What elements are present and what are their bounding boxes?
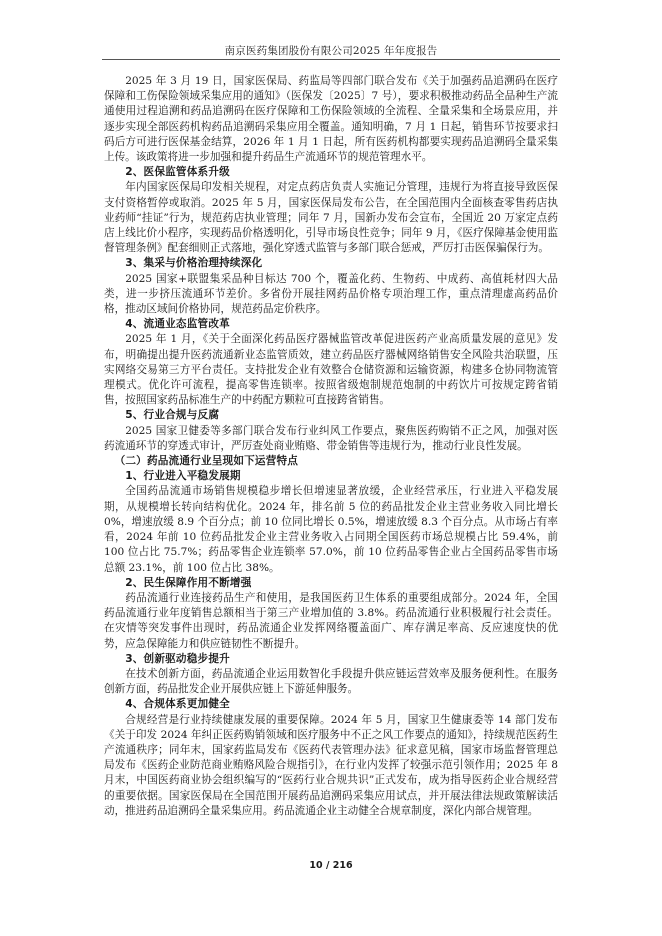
section-heading: 3、创新驱动稳步提升	[125, 652, 230, 665]
section-heading: 1、行业进入平稳发展期	[125, 470, 241, 483]
section-heading: 5、行业合规与反腐	[125, 409, 220, 422]
body-paragraph: 药品流通行业连接药品生产和使用，是我国医药卫生体系的重要组成部分。2024 年，全国药品流通行业年度销售总额相当于第三产业增加值的 3.8%。药品流通行业积极履行社会责任。在灾情等突发事件出现时，药品流通企业发挥网络覆盖面广、库存满足率高、反应速度快的优势，应急保障能力和供应链韧性不断提升。	[104, 591, 558, 650]
section-heading: 4、合规体系更加健全	[125, 698, 230, 711]
body-paragraph: 2025 年 3 月 19 日，国家医保局、药监局等四部门联合发布《关于加强药品追溯码在医疗保障和工伤保险领域采集应用的通知》（医保发〔2025〕7 号），要求积极推动药品全品种生产流通使用过程追溯和药品追溯码在医疗保障和工伤保险领域的全流程、全量采集和全场景应用，并逐步实现全部医药机构药品追溯码采集应用全覆盖。通知明确，7 月 1 日起，销售环节按要求扫码后方可进行医保基金结算，2026 年 1 月 1 日起，所有医药机构都要实现药品追溯码全量采集上传。该政策将进一步加强和提升药品生产流通环节的规范管理水平。	[104, 75, 558, 164]
body-paragraph: 年内国家医保局印发相关规程，对定点药店负责人实施记分管理，违规行为将直接导致医保支付资格暂停或取消。2025 年 5 月，国家医保局发布公告，在全国范围内全面核查零售药店执业药师“挂证”行为，规范药店执业管理；同年 7 月，国新办发布会宣布，全国近 20 万家定点药店上线比价小程序，实现药品价格透明化，引导市场良性竞争；同年 9 月，《医疗保障基金使用监督管理条例》配套细则正式落地，强化穿透式监管与多部门联合惩戒，严厉打击医保骗保行为。	[104, 181, 558, 255]
body-paragraph: 2025 国家卫健委等多部门联合发布行业纠风工作要点，聚焦医药购销不正之风，加强对医药流通环节的穿透式审计，严厉查处商业贿赂、带金销售等违规行为，推动行业良性发展。	[104, 424, 558, 452]
section-heading: 3、集采与价格治理持续深化	[125, 257, 263, 270]
section-heading: 4、流通业态监管改革	[125, 318, 230, 331]
body-paragraph: 在技术创新方面，药品流通企业运用数智化手段提升供应链运营效率及服务便利性。在服务创新方面，药品批发企业开展供应链上下游延伸服务。	[104, 667, 558, 696]
page-number: 10 / 216	[309, 860, 353, 871]
body-paragraph: 2025 年 1 月，《关于全面深化药品医疗器械监管改革促进医药产业高质量发展的意见》发布，明确提出提升医药流通新业态监管质效，建立药品医疗器械网络销售安全风险共治联盟，压实网络交易第三方平台责任。支持批发企业有效整合仓储资源和运输资源，构建多仓协同物流管理模式。优化许可流程，提高零售连锁率。按照省级炮制规范炮制的中药饮片可按规定跨省销售，按照国家药品标准生产的中药配方颗粒可直接跨省销售。	[104, 333, 558, 407]
document-body	[104, 74, 558, 819]
section-heading: 2、医保监管体系升级	[125, 166, 230, 179]
header-divider	[102, 59, 560, 60]
section-heading: 2、民生保障作用不断增强	[125, 576, 252, 589]
body-paragraph: 2025 国家+联盟集采品种目标达 700 个，覆盖化药、生物药、中成药、高值耗材四大品类，进一步挤压流通环节差价。多省份开展挂网药品价格专项治理工作，重点清理虚高药品价格，推动区域间价格协同，规范药品定价秩序。	[104, 272, 558, 316]
body-paragraph: 全国药品流通市场销售规模稳步增长但增速显著放缓，企业经营承压，行业进入平稳发展期，从规模增长转向结构优化。2024 年，排名前 5 位的药品批发企业主营业务收入同比增长 0%，增速放缓 8.9 个百分点；前 10 位同比增长 0.5%，增速放缓 8.3 个百分点。从市场占有率看，2024 年前 10 位药品批发企业主营业务收入占同期全国医药市场总规模占比 59.4%，前 100 位占比 75.7%；药品零售企业连锁率 57.0%，前 10 位药品零售企业占全国药品零售市场总额 23.1%，前 100 位占比 38%。	[104, 485, 558, 574]
chapter-heading: （二）药品流通行业呈现如下运营特点	[114, 455, 299, 468]
page-header: 南京医药集团股份有限公司2025 年年度报告	[224, 45, 438, 57]
body-paragraph: 合规经营是行业持续健康发展的重要保障。2024 年 5 月，国家卫生健康委等 14 部门发布《关于印发 2024 年纠正医药购销领域和医疗服务中不正之风工作要点的通知》，持续规范医药生产流通秩序；同年末，国家药监局发布《医药代表管理办法》征求意见稿，国家市场监督管理总局发布《医药企业防范商业贿赂风险合规指引》，在行业内发挥了较强示范引领作用；2025 年 8 月末，中国医药商业协会组织编写的“医药行业合规共识”正式发布，成为指导医药企业合规经营的重要依据。国家医保局在全国范围开展药品追溯码采集应用试点，并开展法律法规政策解读活动，推进药品追溯码全量采集应用。药品流通企业主动健全合规章制度，深化内部合规管理。	[104, 713, 558, 817]
